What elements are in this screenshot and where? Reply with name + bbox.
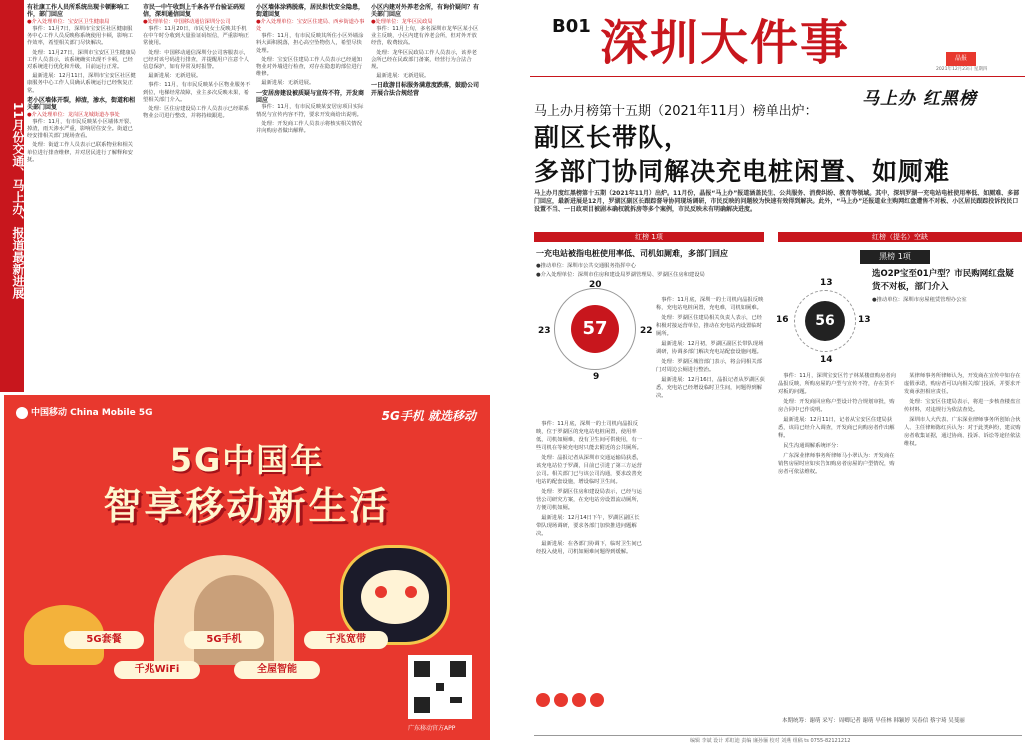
paragraph: 事件：11月7日，深圳市宝安区社区健康服务中心工作人员反映称系统使用卡顿，影响工作效率，希望相关部门尽快解决。 xyxy=(27,26,133,47)
paragraph: 事件：11月上旬，多名深圳市龙华区某小区业主反映，小区内建有养老会所，但对外开放经营，收费较高。 xyxy=(371,26,479,47)
paragraph: 深圳市人大代表、广东深业律师事务所创始合伙人、主任律师陈红兵认为：对于此类纠纷，建议购房者收集证据，通过协商、投诉、诉讼等途径依法维权。 xyxy=(904,417,1021,447)
column-subhead: ●处理单位：中国移动通信深圳分公司 xyxy=(143,18,231,25)
paragraph: 处理：罗湖区住房和建设局表示，已经与运营公司研究方案，在充电站旁设置流动厕所，方便司机如厕。 xyxy=(536,489,642,511)
legend-icon-1 xyxy=(536,693,550,707)
paragraph: 事件：11月底，深圳一的士司机向晶报反映称，充电站电桩闲置，充电难，司机如厕难。 xyxy=(656,297,764,311)
paragraph: 事件：11月，有市民反映其所住小区外墙涂料大面积脱落，担心高空坠物伤人，希望尽快处理。 xyxy=(256,33,364,54)
ad-title-line-1: 5G中国年 xyxy=(169,441,325,479)
red-list-score-dial xyxy=(554,288,636,370)
ad-pill-gigabit-wifi[interactable]: 千兆WiFi xyxy=(114,661,200,679)
paragraph: 处理：宝安区住建局表示，将进一步核查楼盘宣传材料，对违规行为依法查处。 xyxy=(904,399,1021,413)
column-heading: 市民一中午收到上千条各平台验证码短信，深圳通信回复 xyxy=(143,4,246,19)
paragraph: 最新进展：在各部门协调下，临时卫生间已经投入使用，司机如厕难问题得到缓解。 xyxy=(536,541,642,555)
carrier-name: 中国移动 China Mobile 5G xyxy=(31,408,153,418)
left-column-2 xyxy=(143,2,251,392)
left-column-3 xyxy=(256,2,366,392)
column-subhead: ●介入处理单位：宝安区住建局、西乡街道办事处 xyxy=(256,18,365,33)
ad-title-line-2: 智享移动新生活 xyxy=(103,484,391,528)
red-list-band xyxy=(534,232,764,242)
paragraph: 事件：11月，有市民反映某安居房项目实际情况与宣传内容不符，要求开发商给出说明。 xyxy=(256,104,364,118)
page-code: B01 xyxy=(552,16,591,37)
tiger-eye-left xyxy=(375,586,387,598)
red-list-band-label: 红榜 1项 xyxy=(635,233,663,241)
ad-pill-gigabit-broadband[interactable]: 千兆宽带 xyxy=(304,631,388,649)
issue-date: 2021年12月23日 星期四 xyxy=(936,67,988,72)
paragraph: 事件：11月，有市民反映某小区物业服务不到位，电梯经常故障，业主多次反映未果，希望相关部门介入。 xyxy=(143,82,251,103)
paragraph: 最新进展：12月11日，记者从宝安区住建局获悉，该局已经介入调查，开发商已向购房者作出解释。 xyxy=(778,417,895,439)
paragraph: 最新进展：无新进展。 xyxy=(261,80,315,87)
dial2-number-right: 13 xyxy=(858,315,871,325)
paragraph: 事件：11月，有市民反映某小区墙体开裂、掉渣，雨天渗水严重，影响居住安全。街道已经安排相关部门现场查看。 xyxy=(27,118,135,140)
column-heading: 一日政游目标服务满意度跌落，鼓励公司开展合法合规经营 xyxy=(371,82,480,97)
paragraph: 最新进展：12月16日，晶报记者从罗湖区获悉，充电站已经增设临时卫生间，问题得到解决。 xyxy=(656,377,765,399)
tiger-face xyxy=(361,570,429,624)
vertical-section-band: 11月份交通、马上办、报道最新进展 xyxy=(0,0,24,392)
dial-number-bottom: 9 xyxy=(593,372,600,382)
tiger-mascot-illustration xyxy=(340,545,450,645)
red-list-story-meta-2: ●介入处理单位：深圳市住房和建设局罗湖管理局、罗湖区住房和建设局 xyxy=(536,272,705,278)
paragraph: 处理：中国移动通信深圳分公司客服表示，已经对该号码进行排查，并提醒用户注意个人信息保护，如有异常及时报警。 xyxy=(143,49,249,71)
ad-pill-5g-phone[interactable]: 5G手机 xyxy=(184,631,264,649)
paragraph: 事件：11月20日，市民吴女士反映其手机在中午时分收到大量验证码短信，严重影响正常使用。 xyxy=(143,26,249,47)
ad-pill-5g-plan[interactable]: 5G套餐 xyxy=(64,631,144,649)
column-heading: 小区内建对外养老会所，有询价疑问？有关部门回应 xyxy=(371,4,480,19)
left-column-4 xyxy=(371,2,481,392)
column-subhead: ●介入处理单位：宝安区卫生健康局 xyxy=(27,18,110,25)
red-list-column-a xyxy=(536,420,644,690)
china-mobile-logo xyxy=(16,405,152,419)
lead-paragraph: 马上办月度红黑榜第十五期（2021年11月）出炉。11月份，晶报“马上办”报道涵盖民生、公共服务、消费纠纷、教育等领域。其中，深圳罗湖一充电站电桩使用率低、如厕难、多部门回应，最新进展是12月，罗湖区副区长跟踪督导协同现场调研，市民反映的问题较为快速有效得到解决。此外，“马上办”还报道业主购网红盘遭售不对板、小区居民跟踪投诉找民口设置不当、一日政项目被剧本确权就拆房等多个案例，市民反映未有明确解决进度。 xyxy=(534,190,1020,213)
ad-footer: 广东移动官方APP xyxy=(408,725,456,732)
headline-kicker: 马上办月榜第十五期（2021年11月）榜单出炉： xyxy=(534,104,818,119)
paragraph: 最新进展：无新进展。 xyxy=(376,73,430,80)
china-mobile-logo-icon xyxy=(16,407,28,419)
legend-icon-3 xyxy=(572,693,586,707)
paragraph: 处理：罗湖区住建局相关负责人表示，已经积极对接运营单位，推动在充电站内设置临时厕所。 xyxy=(656,315,762,337)
black-list-tag: 黑榜 1项 xyxy=(860,250,930,264)
reporters-credit: 本期统筹：谢萌 采写：周卿记者 谢萌 早佳林 韩颖婷 吴春信 蔡宇琦 吴斐丽 xyxy=(782,718,965,724)
section-title: 深圳大件事 xyxy=(600,15,851,71)
paragraph: 处理：龙华区民政局工作人员表示，该养老会所已经在民政部门备案，经营行为合法合规。 xyxy=(371,49,477,71)
column-heading: 有社康工作人员所系统出现卡顿影响工作，部门回应 xyxy=(27,4,130,19)
dial2-number-top: 13 xyxy=(820,278,833,288)
paragraph: 最新进展：12月初，罗湖区副区长带队现场调研，协调多部门解决充电站配套设施问题。 xyxy=(656,341,764,355)
column-subhead: ●处理单位：龙华区民政局 xyxy=(371,18,433,25)
newspaper-badge: 晶报 xyxy=(946,52,976,66)
legend-icon-2 xyxy=(554,693,568,707)
ad-slogan-small: 5G手机 就选移动 xyxy=(381,409,476,423)
paragraph: 处理：罗湖区城管部门表示，将会同相关部门对周边公厕进行整治。 xyxy=(656,359,762,373)
dial2-number-bottom: 14 xyxy=(820,355,833,365)
dial2-number-left: 16 xyxy=(776,315,789,325)
black-list-score-dial xyxy=(794,290,856,352)
black-list-column-a xyxy=(778,372,896,710)
dial-number-right: 22 xyxy=(640,326,653,336)
paragraph: 某律师事务所律师认为，开发商在宣传中如存在虚假承诺，购房者可以向相关部门投诉，并要求开发商承担相应责任。 xyxy=(904,373,1021,395)
black-list-column-b xyxy=(904,372,1022,710)
paragraph: 广东深业律师事务所律师马小翠认为：开发商在销售房屋时应如实告知购房者房屋的户型情况，购房者可依法维权。 xyxy=(778,453,895,475)
paragraph: 处理：街道工作人员表示已联系物业和相关单位进行排查维修，并对居民进行了解释和安抚。 xyxy=(27,142,133,163)
black-list-score: 56 xyxy=(805,301,845,341)
header-rule xyxy=(530,76,1025,77)
headline-line-1: 副区长带队， xyxy=(534,123,691,152)
tiger-eye-right xyxy=(405,586,417,598)
paragraph: 处理：开发商回应称户型设计符合规划审批，购房合同中已作说明。 xyxy=(778,399,895,413)
black-list-story-meta: ●推动单位：深圳市房屋租赁管理办公室 xyxy=(872,297,967,303)
dial-number-left: 23 xyxy=(538,326,551,336)
qr-code[interactable] xyxy=(408,655,472,719)
paragraph: 最新进展：12月11日，深圳市宝安区社区健康服务中心工作人员确认系统运行已经恢复正常。 xyxy=(27,73,136,94)
nominated-band-label: 红榜（提名）空缺 xyxy=(872,233,928,241)
paragraph: 处理：11月27日，深圳市宝安区卫生健康局工作人员表示，该系统确实出现不卡顿，已经对系统进行优化和升级，目前运行正常。 xyxy=(27,49,136,71)
paragraph: 最新进展：无新进展。 xyxy=(148,73,202,80)
red-list-score: 57 xyxy=(571,305,619,353)
paragraph: 处理：宝安区住建局工作人员表示已经通知物业对外墙进行检查，对存在隐患的部位进行维修。 xyxy=(256,56,362,78)
column-heading: 老小区墙体开裂，掉渣，渗水，街道和相关部门回复 xyxy=(27,96,136,112)
column-heading: 一安居房建设被质疑与宣传不符，开发商回应 xyxy=(256,89,365,105)
left-column-1 xyxy=(27,2,137,392)
paragraph: 最新进展：12月14日下午，罗湖区副区长带队现场调研，要求各部门加快推进问题解决。 xyxy=(536,515,640,537)
china-mobile-advertisement[interactable] xyxy=(4,395,490,740)
black-list-story-title: 选O2P宝至01户型？市民购网红盘疑货不对板，部门介入 xyxy=(872,269,1014,292)
red-list-story-meta-1: ●推动单位：深圳市公共交通服务指挥中心 xyxy=(536,263,636,269)
paragraph: 民生沟通调解系统评分： xyxy=(783,443,842,449)
red-black-list-brand: 马上办 红黑榜 xyxy=(862,89,977,109)
red-list-column-b xyxy=(656,296,766,686)
scoring-legend-icons xyxy=(536,692,646,722)
footer-rule xyxy=(534,735,1022,736)
paragraph: 处理：区住房建设局工作人员表示已经联系物业公司进行整改，并将持续跟进。 xyxy=(143,106,249,120)
paragraph: 事件：11月底，深圳一的士司机向晶报反映，位于罗湖区的充电站电桩闲置，使用率低，司机如厕难，没有卫生间可供使用，有一些司机在等候充电时只能去附近的公共厕所。 xyxy=(536,421,642,451)
paragraph: 事件：11月，深圳宝安区竹子林某楼盘购房者向晶报反映，所购房屋的户型与宣传不符，存在货不对板的问题。 xyxy=(778,373,896,395)
nominated-red-list-band xyxy=(778,232,1022,242)
column-subhead: ●介入处理单位：龙岗区龙城街道办事处 xyxy=(27,111,120,118)
red-list-story-title: 一充电站被指电桩使用率低、司机如厕难，多部门回应 xyxy=(536,249,728,258)
headline-line-2: 多部门协同解决充电桩闲置、如厕难 xyxy=(534,157,951,186)
family-illustration-child xyxy=(194,575,274,665)
dial-number-top: 20 xyxy=(589,280,602,290)
ad-pill-smart-home[interactable]: 全屋智能 xyxy=(234,661,320,679)
legend-icon-4 xyxy=(590,693,604,707)
paragraph: 处理：晶报记者从深圳市交通运输局获悉，该充电站位于罗湖，目前已引进了第三方运营公司。相关部门已与该公司沟通，要求改善充电站的配套设施，增设临时卫生间。 xyxy=(536,455,642,485)
column-heading: 小区墙体涂鸦脱落，居民担忧安全隐患，街道回复 xyxy=(256,4,365,19)
paragraph: 处理：开发商工作人员表示将核实相关情况并向购房者做出解释。 xyxy=(256,120,362,135)
editor-credit: 编辑 李斌 设计 邓虹迪 责编 廉孙骊 校对 刘燕 组稿 ts 0755-82121212 xyxy=(690,738,851,744)
